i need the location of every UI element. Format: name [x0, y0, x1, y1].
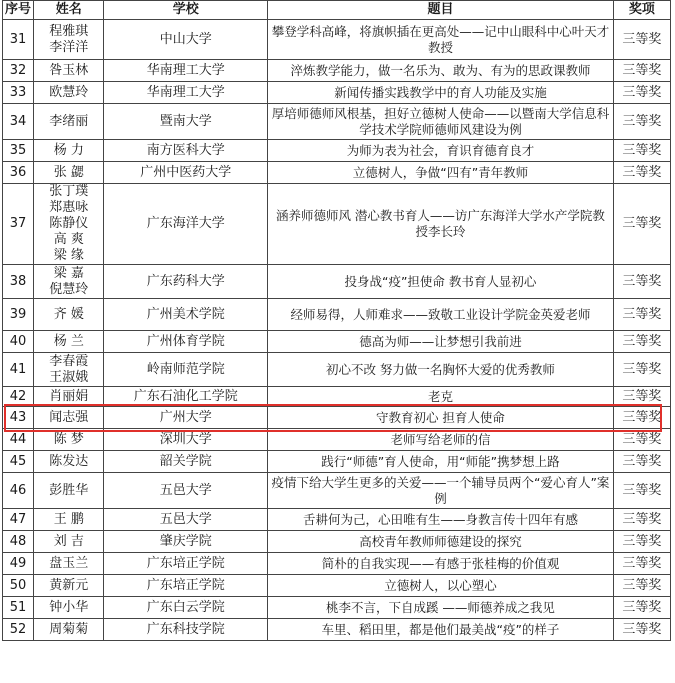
cell-no: 48 [3, 531, 34, 553]
person-name: 王淑娥 [49, 369, 89, 385]
cell-award: 三等奖 [613, 429, 670, 451]
table-row [3, 162, 671, 184]
cell-no: 31 [3, 20, 34, 60]
person-name: 梁 缘 [53, 248, 84, 263]
cell-school: 广东培正学院 [104, 575, 268, 597]
table-row [3, 265, 671, 299]
person-name: 李绪丽 [49, 113, 89, 129]
header-row [3, 1, 671, 20]
person-name: 张丁璞 [49, 184, 89, 199]
cell-topic: 老克 [268, 387, 614, 407]
cell-award: 三等奖 [613, 407, 670, 429]
cell-no: 46 [3, 473, 34, 509]
cell-school: 广东石油化工学院 [104, 387, 268, 407]
cell-topic: 疫情下给大学生更多的关爱——一个辅导员两个“爱心育人”案例 [268, 473, 614, 509]
table-row [3, 531, 671, 553]
person-name: 钟小华 [49, 599, 89, 615]
person-name: 高 爽 [53, 232, 84, 247]
cell-topic: 立德树人，以心塑心 [268, 575, 614, 597]
cell-no: 40 [3, 331, 34, 353]
cell-award: 三等奖 [613, 82, 670, 104]
cell-award: 三等奖 [613, 331, 670, 353]
cell-names [34, 162, 104, 184]
cell-school: 深圳大学 [104, 429, 268, 451]
cell-topic: 老师写给老师的信 [268, 429, 614, 451]
table-row [3, 60, 671, 82]
cell-award: 三等奖 [613, 299, 670, 331]
cell-topic: 舌耕何为己，心田唯有生——身教言传十四年有感 [268, 509, 614, 531]
cell-names [34, 553, 104, 575]
person-name: 欧慧玲 [49, 84, 89, 100]
person-name: 咎玉林 [49, 62, 89, 78]
table-row [3, 353, 671, 387]
cell-topic: 践行“师德”育人使命，用“师能”携梦想上路 [268, 451, 614, 473]
cell-no: 42 [3, 387, 34, 407]
cell-topic: 高校青年教师师德建设的探究 [268, 531, 614, 553]
cell-award: 三等奖 [613, 104, 670, 140]
cell-names [34, 619, 104, 641]
person-name: 倪慧玲 [49, 281, 89, 297]
cell-award: 三等奖 [613, 619, 670, 641]
cell-no: 41 [3, 353, 34, 387]
cell-school: 华南理工大学 [104, 60, 268, 82]
cell-award: 三等奖 [613, 509, 670, 531]
person-name: 张 勰 [53, 164, 84, 180]
table-row [3, 299, 671, 331]
table-row [3, 597, 671, 619]
cell-award: 三等奖 [613, 162, 670, 184]
cell-school: 五邑大学 [104, 473, 268, 509]
cell-topic: 守教育初心 担育人使命 [268, 407, 614, 429]
cell-names [34, 104, 104, 140]
cell-school: 广东药科大学 [104, 265, 268, 299]
person-name: 陈静仪 [49, 216, 89, 231]
cell-school: 广东海洋大学 [104, 184, 268, 265]
cell-names [34, 60, 104, 82]
cell-school: 广州中医药大学 [104, 162, 268, 184]
cell-names [34, 140, 104, 162]
cell-names [34, 299, 104, 331]
person-name: 陈 梦 [53, 431, 84, 447]
person-name: 闻志强 [49, 409, 89, 425]
cell-award: 三等奖 [613, 387, 670, 407]
table-row [3, 407, 671, 429]
cell-topic: 淬炼教学能力，做一名乐为、敢为、有为的思政课教师 [268, 60, 614, 82]
cell-school: 五邑大学 [104, 509, 268, 531]
header-no: 序号 [3, 1, 34, 20]
cell-no: 35 [3, 140, 34, 162]
cell-school: 广东培正学院 [104, 553, 268, 575]
table-row [3, 331, 671, 353]
person-name: 肖丽娟 [49, 388, 89, 404]
cell-topic: 德高为师——让梦想引我前进 [268, 331, 614, 353]
cell-topic: 投身战“疫”担使命 教书育人显初心 [268, 265, 614, 299]
cell-award: 三等奖 [613, 575, 670, 597]
cell-school: 广州大学 [104, 407, 268, 429]
cell-school: 广州体育学院 [104, 331, 268, 353]
cell-no: 37 [3, 184, 34, 265]
cell-award: 三等奖 [613, 451, 670, 473]
cell-award: 三等奖 [613, 60, 670, 82]
cell-names [34, 473, 104, 509]
person-name: 刘 吉 [53, 533, 84, 549]
cell-topic: 简朴的自我实现——有感于张桂梅的价值观 [268, 553, 614, 575]
cell-award: 三等奖 [613, 553, 670, 575]
cell-topic: 为师为表为社会，育识育德育良才 [268, 140, 614, 162]
cell-award: 三等奖 [613, 184, 670, 265]
cell-topic: 桃李不言，下自成蹊 ——师德养成之我见 [268, 597, 614, 619]
cell-topic: 攀登学科高峰，将旗帜插在更高处——记中山眼科中心叶天才教授 [268, 20, 614, 60]
cell-names [34, 597, 104, 619]
cell-no: 45 [3, 451, 34, 473]
person-name: 李洋洋 [49, 39, 89, 55]
cell-school: 广东白云学院 [104, 597, 268, 619]
cell-school: 肇庆学院 [104, 531, 268, 553]
cell-no: 36 [3, 162, 34, 184]
cell-award: 三等奖 [613, 473, 670, 509]
table-row [3, 473, 671, 509]
cell-school: 岭南师范学院 [104, 353, 268, 387]
cell-no: 50 [3, 575, 34, 597]
cell-award: 三等奖 [613, 353, 670, 387]
cell-award: 三等奖 [613, 531, 670, 553]
person-name: 周菊菊 [49, 621, 89, 637]
cell-names [34, 509, 104, 531]
cell-names [34, 387, 104, 407]
cell-school: 华南理工大学 [104, 82, 268, 104]
cell-school: 南方医科大学 [104, 140, 268, 162]
header-name: 姓名 [34, 1, 104, 20]
cell-names [34, 20, 104, 60]
award-table [2, 0, 671, 641]
table-row [3, 429, 671, 451]
table-row [3, 82, 671, 104]
cell-school: 韶关学院 [104, 451, 268, 473]
cell-names [34, 429, 104, 451]
table-row [3, 184, 671, 265]
cell-topic: 初心不改 努力做一名胸怀大爱的优秀教师 [268, 353, 614, 387]
cell-no: 47 [3, 509, 34, 531]
person-name: 盘玉兰 [49, 555, 89, 571]
table-row [3, 619, 671, 641]
table-row [3, 509, 671, 531]
cell-no: 39 [3, 299, 34, 331]
cell-topic: 涵养师德师风 潜心教书育人——访广东海洋大学水产学院教授李长玲 [268, 184, 614, 265]
table-body [3, 20, 671, 641]
cell-no: 44 [3, 429, 34, 451]
table-row [3, 140, 671, 162]
cell-no: 38 [3, 265, 34, 299]
person-name: 杨 兰 [53, 333, 84, 349]
person-name: 齐 媛 [53, 306, 84, 322]
cell-no: 32 [3, 60, 34, 82]
cell-no: 34 [3, 104, 34, 140]
cell-award: 三等奖 [613, 597, 670, 619]
cell-award: 三等奖 [613, 20, 670, 60]
person-name: 陈发达 [49, 453, 89, 469]
cell-no: 43 [3, 407, 34, 429]
table-row [3, 451, 671, 473]
table-row [3, 104, 671, 140]
cell-no: 33 [3, 82, 34, 104]
cell-school: 广东科技学院 [104, 619, 268, 641]
header-topic: 题目 [268, 1, 614, 20]
cell-topic: 厚培师德师风根基，担好立德树人使命——以暨南大学信息科学技术学院师德师风建设为例 [268, 104, 614, 140]
cell-topic: 新闻传播实践教学中的育人功能及实施 [268, 82, 614, 104]
cell-school: 暨南大学 [104, 104, 268, 140]
person-name: 梁 嘉 [53, 265, 84, 281]
cell-award: 三等奖 [613, 140, 670, 162]
cell-topic: 经师易得，人师难求——致敬工业设计学院金英爱老师 [268, 299, 614, 331]
cell-names [34, 184, 104, 265]
cell-names [34, 407, 104, 429]
cell-no: 49 [3, 553, 34, 575]
cell-names [34, 265, 104, 299]
cell-school: 中山大学 [104, 20, 268, 60]
person-name: 彭胜华 [49, 482, 89, 498]
table-row [3, 575, 671, 597]
cell-names [34, 451, 104, 473]
person-name: 郑惠咏 [49, 200, 89, 215]
table-row [3, 553, 671, 575]
cell-names [34, 575, 104, 597]
person-name: 李春霞 [49, 353, 89, 369]
cell-names [34, 531, 104, 553]
table-row [3, 20, 671, 60]
cell-no: 51 [3, 597, 34, 619]
cell-no: 52 [3, 619, 34, 641]
person-name: 王 鹏 [53, 511, 84, 527]
cell-school: 广州美术学院 [104, 299, 268, 331]
cell-topic: 车里、稻田里，都是他们最美战“疫”的样子 [268, 619, 614, 641]
cell-names [34, 331, 104, 353]
person-name: 杨 力 [53, 142, 84, 158]
cell-topic: 立德树人，争做“四有”青年教师 [268, 162, 614, 184]
header-award: 奖项 [613, 1, 670, 20]
table-row [3, 387, 671, 407]
header-school: 学校 [104, 1, 268, 20]
person-name: 程雅琪 [49, 23, 89, 39]
cell-names [34, 353, 104, 387]
cell-award: 三等奖 [613, 265, 670, 299]
cell-names [34, 82, 104, 104]
person-name: 黄新元 [49, 577, 89, 593]
